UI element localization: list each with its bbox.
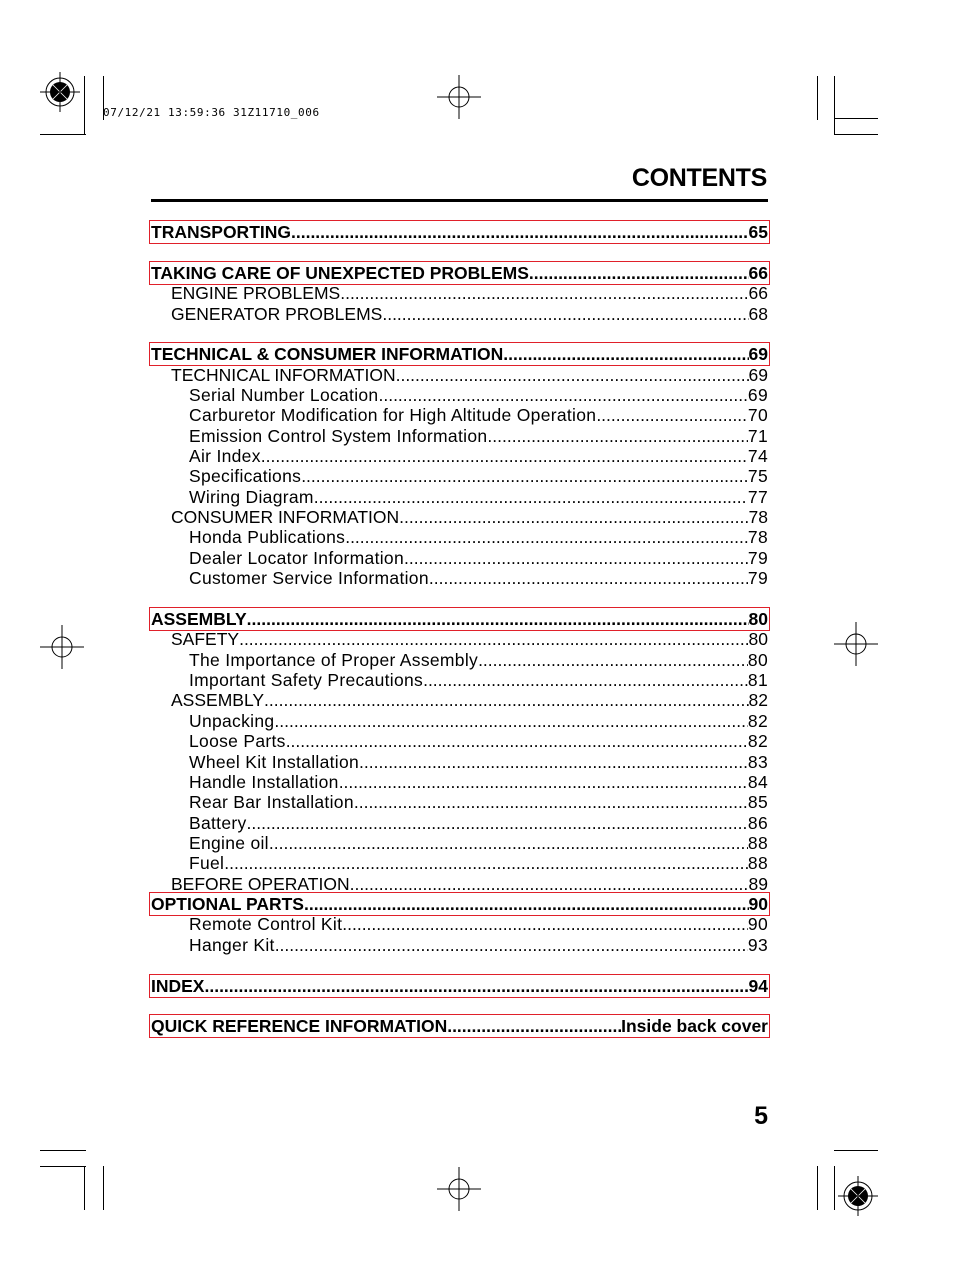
toc-entry[interactable] xyxy=(151,568,768,588)
toc-entry[interactable] xyxy=(151,935,768,955)
crop-mark xyxy=(834,1150,878,1151)
crop-mark xyxy=(817,76,818,120)
toc-dot-leader xyxy=(286,731,748,751)
toc-entry-page: 77 xyxy=(747,487,768,507)
toc-entry-label: Specifications xyxy=(189,466,302,486)
toc-entry-page: 90 xyxy=(748,894,768,914)
toc-entry-label: INDEX xyxy=(151,976,205,996)
toc-entry-label: Important Safety Precautions xyxy=(189,670,424,690)
toc-entry[interactable] xyxy=(151,752,768,772)
toc-entry[interactable] xyxy=(151,853,768,873)
toc-entry[interactable] xyxy=(151,772,768,792)
toc-entry-page: 85 xyxy=(747,792,768,812)
toc-entry-label: TAKING CARE OF UNEXPECTED PROBLEMS xyxy=(151,263,529,283)
toc-entry-label: Dealer Locator Information xyxy=(189,548,404,568)
registration-target-icon xyxy=(838,1176,878,1216)
toc-dot-leader xyxy=(269,833,748,853)
toc-entry-page: 69 xyxy=(748,365,768,385)
crosshair-icon xyxy=(437,75,481,119)
crop-mark xyxy=(40,1166,86,1167)
page-title: CONTENTS xyxy=(631,164,767,192)
toc-dot-leader xyxy=(596,405,748,425)
toc-dot-leader xyxy=(340,283,748,303)
toc-entry[interactable] xyxy=(151,792,768,812)
toc-entry-page: 93 xyxy=(747,935,768,955)
toc-entry-page: 89 xyxy=(748,874,768,894)
toc-entry-label: OPTIONAL PARTS xyxy=(151,894,304,914)
toc-dot-leader xyxy=(354,792,748,812)
toc-entry[interactable] xyxy=(151,670,768,690)
toc-entry-page: 82 xyxy=(747,731,768,751)
toc-entry-label: QUICK REFERENCE INFORMATION xyxy=(151,1016,448,1036)
toc-dot-leader xyxy=(529,263,749,283)
toc-entry-label: Emission Control System Information xyxy=(189,426,488,446)
toc-entry-label: ASSEMBLY xyxy=(171,690,265,710)
toc-dot-leader xyxy=(274,711,748,731)
toc-entry[interactable] xyxy=(151,874,768,894)
toc-entry[interactable] xyxy=(151,813,768,833)
toc-entry-label: TRANSPORTING xyxy=(151,222,291,242)
toc-entry-label: Remote Control Kit xyxy=(189,914,343,934)
toc-entry-label: Wiring Diagram xyxy=(189,487,314,507)
toc-entry[interactable] xyxy=(151,731,768,751)
toc-entry-page: 82 xyxy=(748,690,768,710)
toc-entry-label: TECHNICAL & CONSUMER INFORMATION xyxy=(151,344,504,364)
toc-entry-label: Carburetor Modification for High Altitude Operation xyxy=(189,405,597,425)
toc-entry-page: 84 xyxy=(747,772,768,792)
toc-entry-label: The Importance of Proper Assembly xyxy=(189,650,479,670)
crop-mark xyxy=(834,118,878,119)
toc-entry-page: 71 xyxy=(747,426,768,446)
crop-mark xyxy=(817,1166,818,1210)
crop-mark xyxy=(834,1166,835,1210)
toc-entry[interactable] xyxy=(151,426,768,446)
toc-dot-leader xyxy=(291,222,749,242)
toc-entry-page: 80 xyxy=(748,629,768,649)
toc-entry[interactable] xyxy=(151,629,768,649)
toc-entry[interactable] xyxy=(151,283,768,303)
toc-entry-label: TECHNICAL INFORMATION xyxy=(171,365,396,385)
toc-entry-page: 75 xyxy=(747,466,768,486)
toc-entry-label: ENGINE PROBLEMS xyxy=(171,283,341,303)
toc-entry-label: Battery xyxy=(189,813,247,833)
page-number: 5 xyxy=(754,1102,768,1130)
toc-entry-label: Serial Number Location xyxy=(189,385,379,405)
toc-dot-leader xyxy=(487,426,748,446)
toc-entry-page: 66 xyxy=(748,283,768,303)
toc-entry-label: Handle Installation xyxy=(189,772,339,792)
toc-entry-label: Wheel Kit Installation xyxy=(189,752,360,772)
toc-dot-leader xyxy=(275,935,748,955)
toc-entry-label: SAFETY xyxy=(171,629,240,649)
toc-entry-label: Loose Parts xyxy=(189,731,286,751)
print-stamp: 07/12/21 13:59:36 31Z11710_006 xyxy=(103,106,320,119)
toc-dot-leader xyxy=(247,609,749,629)
toc-entry[interactable] xyxy=(151,711,768,731)
crop-mark xyxy=(834,134,878,135)
toc-entry-label: Air Index xyxy=(189,446,261,466)
toc-entry[interactable] xyxy=(151,833,768,853)
toc-dot-leader xyxy=(382,304,748,324)
toc-entry-page: 88 xyxy=(747,853,768,873)
toc-entry-page: 88 xyxy=(747,833,768,853)
toc-dot-leader xyxy=(429,568,748,588)
toc-entry-label: Rear Bar Installation xyxy=(189,792,354,812)
toc-dot-leader xyxy=(204,976,748,996)
crop-mark xyxy=(40,1150,86,1151)
toc-dot-leader xyxy=(342,914,748,934)
toc-entry-page: 83 xyxy=(747,752,768,772)
toc-entry-page: 66 xyxy=(748,263,768,283)
toc-entry-page: 90 xyxy=(747,914,768,934)
toc-entry[interactable] xyxy=(151,385,768,405)
toc-entry[interactable] xyxy=(151,466,768,486)
toc-dot-leader xyxy=(404,548,748,568)
crosshair-icon xyxy=(40,625,84,669)
toc-entry-page: 80 xyxy=(748,609,768,629)
toc-entry-page: 80 xyxy=(747,650,768,670)
toc-dot-leader xyxy=(447,1016,621,1036)
crop-mark xyxy=(84,1166,85,1210)
toc-dot-leader xyxy=(264,690,748,710)
toc-dot-leader xyxy=(261,446,748,466)
crop-mark xyxy=(84,76,85,134)
toc-entry-page: 78 xyxy=(747,527,768,547)
toc-dot-leader xyxy=(301,466,748,486)
toc-entry-page: 82 xyxy=(747,711,768,731)
toc-entry-label: Fuel xyxy=(189,853,225,873)
toc-dot-leader xyxy=(423,670,748,690)
toc-entry-label: CONSUMER INFORMATION xyxy=(171,507,400,527)
toc-entry-page: 74 xyxy=(747,446,768,466)
registration-target-icon xyxy=(40,72,80,112)
toc-entry-label: Engine oil xyxy=(189,833,269,853)
toc-entry[interactable] xyxy=(151,263,768,283)
toc-entry-page: 81 xyxy=(747,670,768,690)
toc-entry[interactable] xyxy=(151,650,768,670)
toc-entry-page: 78 xyxy=(748,507,768,527)
title-rule xyxy=(151,199,768,202)
toc-entry-page: 70 xyxy=(747,405,768,425)
toc-dot-leader xyxy=(224,853,748,873)
toc-entry-label: BEFORE OPERATION xyxy=(171,874,350,894)
toc-dot-leader xyxy=(359,752,748,772)
toc-entry[interactable] xyxy=(151,344,768,364)
toc-entry-page: 65 xyxy=(748,222,768,242)
crosshair-icon xyxy=(437,1167,481,1211)
toc-entry[interactable] xyxy=(151,976,768,996)
toc-entry-label: Customer Service Information xyxy=(189,568,429,588)
toc-dot-leader xyxy=(247,813,748,833)
toc-dot-leader xyxy=(239,629,748,649)
crop-mark xyxy=(103,1166,104,1210)
toc-entry[interactable] xyxy=(151,690,768,710)
toc-entry[interactable] xyxy=(151,507,768,527)
toc-dot-leader xyxy=(339,772,748,792)
toc-dot-leader xyxy=(378,385,747,405)
toc-entry[interactable] xyxy=(151,914,768,934)
toc-entry[interactable] xyxy=(151,365,768,385)
toc-dot-leader xyxy=(314,487,748,507)
toc-entry-page: 69 xyxy=(747,385,768,405)
toc-dot-leader xyxy=(345,527,748,547)
toc-entry[interactable] xyxy=(151,527,768,547)
crosshair-icon xyxy=(834,622,878,666)
toc-dot-leader xyxy=(396,365,749,385)
toc-entry[interactable] xyxy=(151,1016,768,1036)
crop-mark xyxy=(40,134,86,135)
toc-entry-label: GENERATOR PROBLEMS xyxy=(171,304,383,324)
toc-entry-label: Hanger Kit xyxy=(189,935,275,955)
toc-dot-leader xyxy=(503,344,748,364)
toc-entry[interactable] xyxy=(151,894,768,914)
toc-dot-leader xyxy=(304,894,749,914)
toc-entry-page: Inside back cover xyxy=(621,1016,768,1036)
toc-entry[interactable] xyxy=(151,487,768,507)
toc-entry-page: 79 xyxy=(747,568,768,588)
toc-dot-leader xyxy=(478,650,748,670)
toc-entry-page: 69 xyxy=(748,344,768,364)
crop-mark xyxy=(834,76,835,134)
toc-entry[interactable] xyxy=(151,304,768,324)
toc-entry[interactable] xyxy=(151,548,768,568)
toc-entry-label: ASSEMBLY xyxy=(151,609,247,629)
toc-entry-page: 68 xyxy=(748,304,768,324)
toc-entry-page: 79 xyxy=(747,548,768,568)
toc-dot-leader xyxy=(399,507,748,527)
toc-entry-page: 86 xyxy=(747,813,768,833)
toc-entry-label: Honda Publications xyxy=(189,527,346,547)
toc-entry-label: Unpacking xyxy=(189,711,275,731)
toc-entry-page: 94 xyxy=(748,976,768,996)
toc-entry[interactable] xyxy=(151,405,768,425)
toc-entry[interactable] xyxy=(151,446,768,466)
toc-entry[interactable] xyxy=(151,222,768,242)
toc-entry[interactable] xyxy=(151,609,768,629)
toc-dot-leader xyxy=(350,874,749,894)
